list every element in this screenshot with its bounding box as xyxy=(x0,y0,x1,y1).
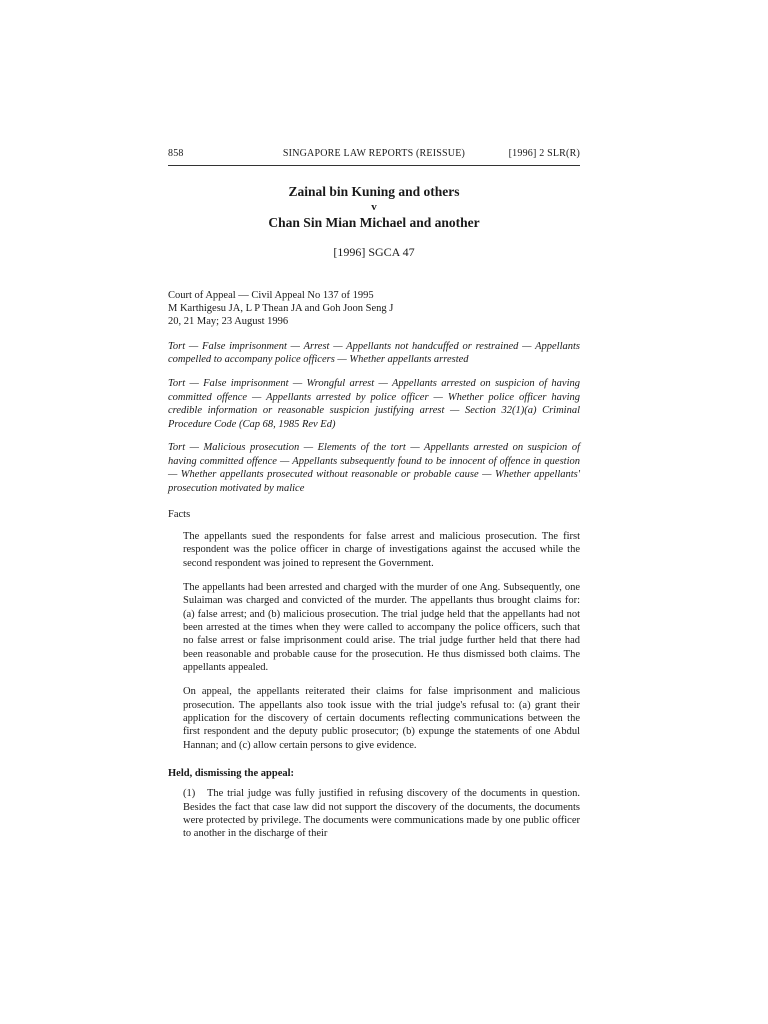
facts-heading: Facts xyxy=(168,509,191,521)
facts-paragraph-2: The appellants had been arrested and charged with the murder of one Ang. Subsequently, one Sulaiman was charged and convicted of the murder. The appellants thus brought claims for: (a) false arrest; and (b) malicious prosecution. The trial judge held that the appellants had not been arrested at the times when they were called to accompany the police officers, such that no false arrest or false imprisonment could arise. The trial judge further held that there had been reasonable and probable cause for the prosecution. He thus dismissed both claims. The appellants appealed. xyxy=(183,581,580,674)
catchword-2: Tort — False imprisonment — Wrongful arrest — Appellants arrested on suspicion of having committed offence — Appellants arrested by police officer — Whether police officer having credible information or reasonable suspicion justifying arrest — Section 32(1)(a) Criminal Procedure Code (Cap 68, 1985 Rev Ed) xyxy=(168,378,580,430)
reporter-name: SINGAPORE LAW REPORTS (REISSUE) xyxy=(282,148,466,159)
header-citation: [1996] 2 SLR(R) xyxy=(508,148,580,159)
respondent-name: Chan Sin Mian Michael and another xyxy=(268,215,480,230)
running-header xyxy=(168,148,580,166)
held-item-number: (1) xyxy=(183,788,196,800)
court-line: Court of Appeal — Civil Appeal No 137 of 1995 xyxy=(168,290,374,301)
court-info xyxy=(168,289,580,328)
catchword-3: Tort — Malicious prosecution — Elements of the tort — Appellants arrested on suspicion of having committed offence — Appellants subsequently found to be innocent of offence in question — Whether appellants prosecuted without reasonable or probable cause — Whether appellants' prosecution motivated by malice xyxy=(168,442,580,494)
catchword-1: Tort — False imprisonment — Arrest — Appellants not handcuffed or restrained — Appellants compelled to accompany police officers — Whether appellants arrested xyxy=(168,341,580,366)
facts-paragraph-3: On appeal, the appellants reiterated their claims for false imprisonment and malicious prosecution. The appellants also took issue with the trial judge's refusal to: (a) grant their application for the discovery of certain documents reflecting communications between the first respondent and the deputy public prosecutor; (b) expunge the statements of one Abdul Hannan; and (c) allow certain persons to give evidence. xyxy=(183,686,580,751)
held-item-text: The trial judge was fully justified in refusing discovery of the documents in question. Besides the fact that case law did not support the discovery of the documents, the documents were protected by privilege. The documents were communications made by one public officer to another in the discharge of their xyxy=(183,788,580,840)
coram-line: M Karthigesu JA, L P Thean JA and Goh Joon Seng J xyxy=(168,303,394,314)
facts-paragraph-1: The appellants sued the respondents for false arrest and malicious prosecution. The first respondent was the police officer in charge of investigations against the accused while the second respondent was joined to represent the Government. xyxy=(183,531,580,569)
hearing-dates-line: 20, 21 May; 23 August 1996 xyxy=(168,316,289,327)
neutral-citation: [1996] SGCA 47 xyxy=(333,245,415,259)
catchwords xyxy=(168,340,580,495)
page-number: 858 xyxy=(168,148,184,159)
case-title xyxy=(168,183,580,231)
held-heading: Held, dismissing the appeal: xyxy=(168,768,295,780)
versus: v xyxy=(371,201,377,213)
appellant-name: Zainal bin Kuning and others xyxy=(288,184,460,199)
law-report-page xyxy=(168,148,580,851)
held-item-1 xyxy=(183,787,580,841)
